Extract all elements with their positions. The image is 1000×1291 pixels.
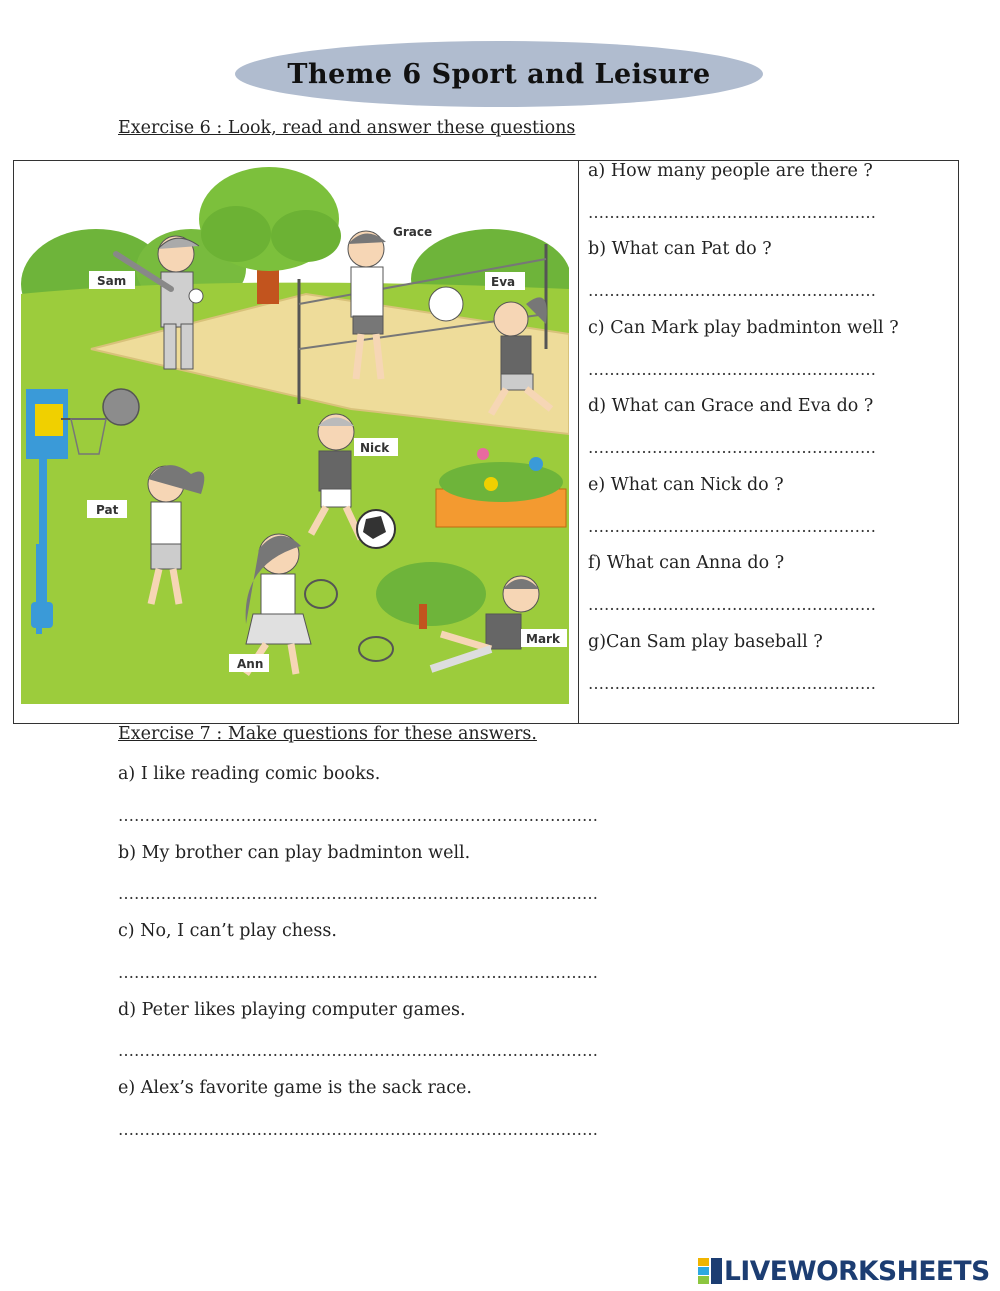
exercise-6-table [13,160,959,724]
answer-line-f[interactable]: ……………………………………………… [588,595,876,614]
liveworksheets-logo[interactable] [698,1256,990,1286]
question-e: e) What can Nick do ? [588,475,784,495]
question-line-d[interactable]: ……………………………………………………………………………… [118,1041,598,1060]
label-eva: Eva [491,275,516,289]
title-banner [235,41,763,107]
question-line-a[interactable]: ……………………………………………………………………………… [118,806,598,825]
label-mark: Mark [526,632,560,646]
logo-text: LIVEWORKSHEETS [724,1255,990,1287]
question-f: f) What can Anna do ? [588,553,785,573]
question-line-c[interactable]: ……………………………………………………………………………… [118,963,598,982]
label-ann: Ann [237,657,264,671]
question-a: a) How many people are there ? [588,161,873,181]
exercise-7-heading: Exercise 7 : Make questions for these answers. [118,724,537,744]
sports-park-illustration [21,164,569,704]
table-divider [578,161,579,723]
label-grace: Grace [393,225,433,239]
label-nick: Nick [360,441,390,455]
question-c: c) Can Mark play badminton well ? [588,318,899,338]
answer-item-e: e) Alex’s favorite game is the sack race. [118,1078,472,1098]
question-line-b[interactable]: ……………………………………………………………………………… [118,884,598,903]
answer-item-b: b) My brother can play badminton well. [118,843,471,863]
question-d: d) What can Grace and Eva do ? [588,396,874,416]
answer-item-c: c) No, I can’t play chess. [118,921,337,941]
answer-line-d[interactable]: ……………………………………………… [588,438,876,457]
question-line-e[interactable]: ……………………………………………………………………………… [118,1120,598,1139]
question-g: g)Can Sam play baseball ? [588,632,823,652]
answer-line-b[interactable]: ……………………………………………… [588,281,876,300]
exercise-6-heading: Exercise 6 : Look, read and answer these questions [118,118,576,138]
liveworksheets-logo-icon [698,1258,722,1284]
answer-line-e[interactable]: ……………………………………………… [588,517,876,536]
question-b: b) What can Pat do ? [588,239,772,259]
answer-item-a: a) I like reading comic books. [118,764,381,784]
answer-line-a[interactable]: ……………………………………………… [588,203,876,222]
label-sam: Sam [97,274,127,288]
label-pat: Pat [96,503,119,517]
answer-item-d: d) Peter likes playing computer games. [118,1000,466,1020]
answer-line-c[interactable]: ……………………………………………… [588,360,876,379]
page-title: Theme 6 Sport and Leisure [287,58,711,90]
answer-line-g[interactable]: ……………………………………………… [588,674,876,693]
